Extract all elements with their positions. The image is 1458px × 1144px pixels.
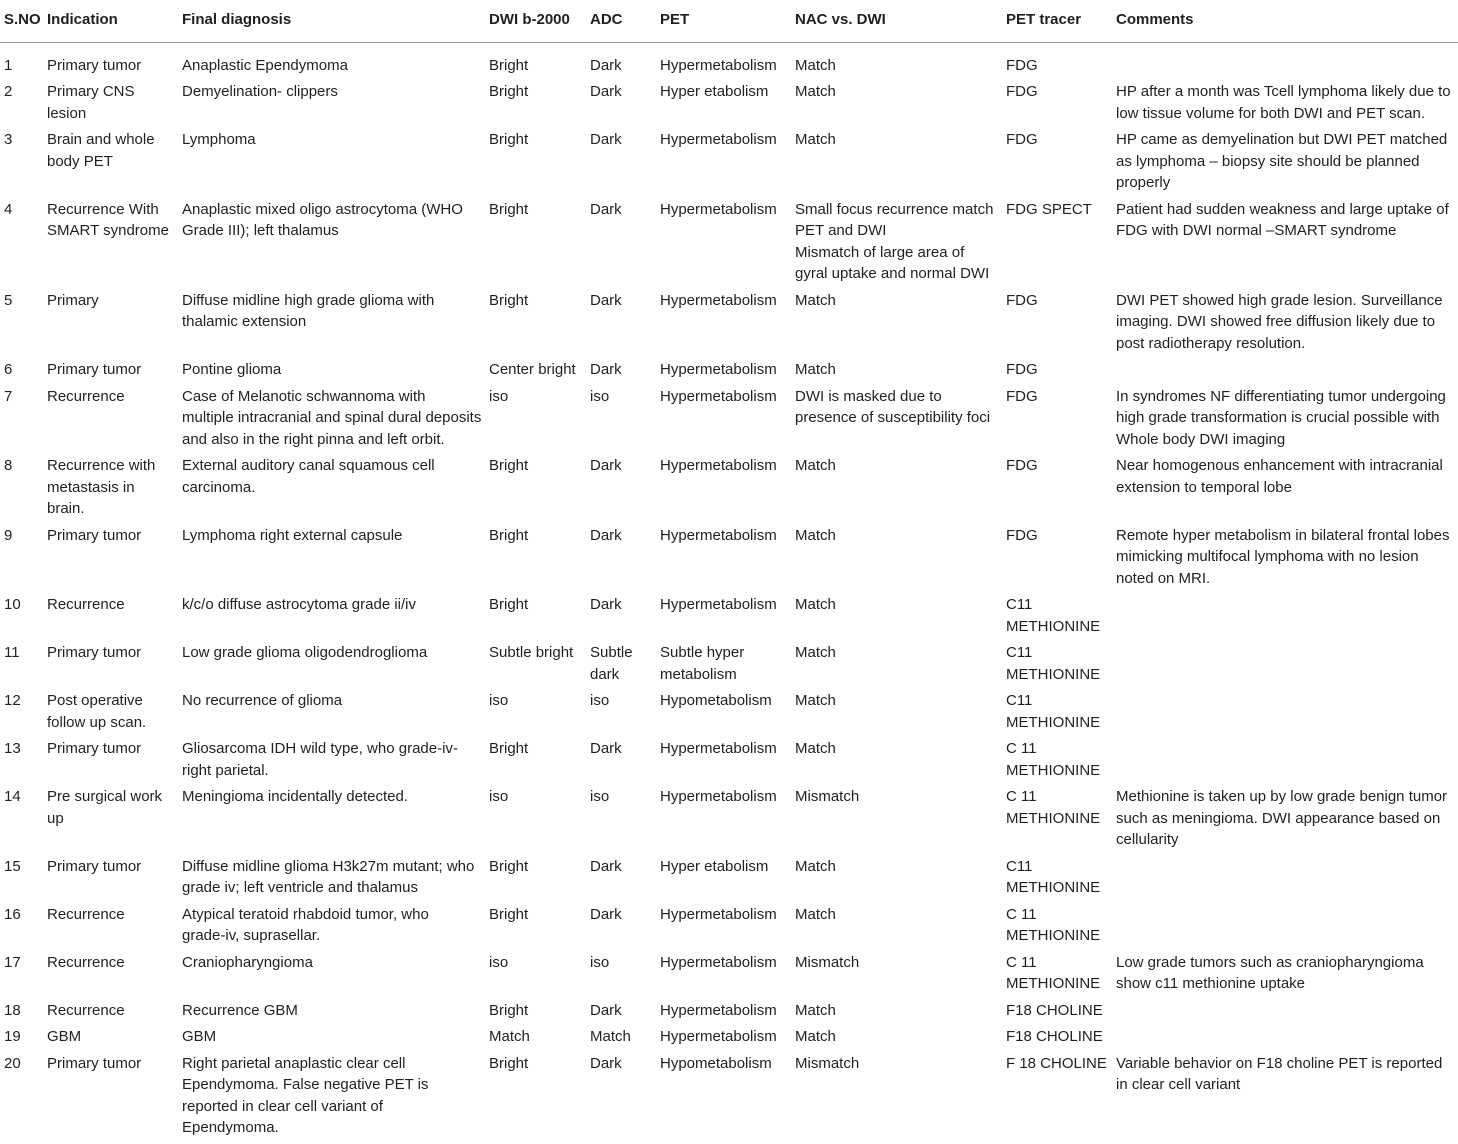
nac-vs-dwi-cell: Match (795, 131, 836, 148)
sno-cell: 17 (4, 953, 21, 971)
indication-cell: Pre surgical work up (47, 788, 163, 827)
comments-cell: DWI PET showed high grade lesion. Surveillance imaging. DWI showed free diffusion likely due to post radiotherapy resolution. (1116, 291, 1443, 352)
pet-tracer-cell: FDG SPECT (1006, 200, 1092, 218)
comments-cell: Near homogenous enhancement with intracranial extension to temporal lobe (1116, 457, 1443, 496)
adc-cell: Dark (590, 361, 622, 378)
adc-cell: iso (590, 953, 610, 971)
final-diagnosis-cell: Lymphoma (182, 131, 256, 148)
dwi-cell: Bright (489, 905, 529, 923)
adc-cell: iso (590, 692, 610, 709)
indication-cell: Primary tumor (47, 56, 142, 74)
sno-cell: 3 (4, 131, 13, 148)
table-row (0, 525, 1458, 595)
adc-cell: Dark (590, 1001, 622, 1019)
indication-cell: Primary tumor (47, 361, 142, 378)
table-row (0, 359, 1458, 386)
pet-cell: Hypermetabolism (660, 740, 777, 757)
table-row (0, 1026, 1458, 1053)
final-diagnosis-cell: Pontine glioma (182, 361, 282, 378)
nac-vs-dwi-cell: Match (795, 596, 836, 613)
sno-cell: 11 (4, 644, 20, 661)
adc-cell: Dark (590, 740, 622, 757)
adc-cell: Dark (590, 905, 622, 923)
comments-cell (1112, 690, 1458, 738)
table-row (0, 690, 1458, 738)
dwi-cell: iso (489, 953, 509, 971)
table-body (0, 42, 1458, 1144)
pet-cell: Hyper etabolism (660, 83, 769, 100)
comments-cell (1112, 42, 1458, 81)
sno-cell: 10 (4, 596, 21, 613)
final-diagnosis-cell: Demyelination- clippers (182, 83, 338, 100)
dwi-cell: Bright (489, 56, 529, 74)
table-row (0, 786, 1458, 856)
col-pet-header: PET (660, 11, 690, 28)
pet-tracer-cell: FDG (1006, 291, 1038, 309)
pet-cell: Hypometabolism (660, 1054, 772, 1072)
dwi-cell: Bright (489, 1001, 529, 1019)
pet-tracer-cell: C 11 METHIONINE (1006, 788, 1101, 827)
adc-cell: Dark (590, 596, 622, 613)
sno-cell: 6 (4, 361, 13, 378)
indication-cell: Primary tumor (47, 644, 142, 661)
pet-cell: Hypermetabolism (660, 56, 777, 74)
nac-vs-dwi-cell: Match (795, 291, 836, 309)
pet-cell: Hypermetabolism (660, 953, 777, 971)
adc-cell: Subtle dark (590, 644, 633, 683)
dwi-cell: Bright (489, 526, 529, 544)
nac-vs-dwi-cell: Match (795, 83, 836, 100)
sno-cell: 13 (4, 740, 21, 757)
col-dwi-header: DWI b-2000 (489, 11, 570, 28)
table-row (0, 81, 1458, 129)
sno-cell: 4 (4, 200, 13, 218)
pet-tracer-cell: F18 CHOLINE (1006, 1028, 1103, 1045)
dwi-cell: Bright (489, 200, 529, 218)
comments-cell: Low grade tumors such as craniopharyngioma show c11 methionine uptake (1116, 953, 1424, 992)
nac-vs-dwi-cell: Match (795, 457, 836, 474)
pet-cell: Hypermetabolism (660, 526, 777, 544)
pet-cell: Hypometabolism (660, 692, 772, 709)
col-comments-header: Comments (1116, 11, 1194, 28)
pet-cell: Hypermetabolism (660, 905, 777, 923)
final-diagnosis-cell: Case of Melanotic schwannoma with multiple intracranial and spinal dural deposits and also in the right pinna and left orbit. (182, 387, 482, 448)
comments-cell: In syndromes NF differentiating tumor undergoing high grade transformation is crucial possible with Whole body DWI imaging (1116, 387, 1446, 448)
comments-cell: Patient had sudden weakness and large uptake of FDG with DWI normal –SMART syndrome (1116, 200, 1449, 239)
pet-cell: Hypermetabolism (660, 387, 777, 405)
final-diagnosis-cell: Anaplastic mixed oligo astrocytoma (WHO Grade III); left thalamus (182, 200, 463, 239)
final-diagnosis-cell: No recurrence of glioma (182, 692, 343, 709)
indication-cell: Recurrence With SMART syndrome (47, 200, 169, 239)
comments-cell: Remote hyper metabolism in bilateral frontal lobes mimicking multifocal lymphoma with no lesion noted on MRI. (1116, 526, 1450, 587)
nac-vs-dwi-cell: Match (795, 740, 836, 757)
pet-cell: Hypermetabolism (660, 788, 777, 805)
sno-cell: 15 (4, 857, 21, 875)
nac-vs-dwi-cell: Small focus recurrence match PET and DWI Mismatch of large area of gyral uptake and normal DWI (795, 200, 994, 282)
comments-cell: Methionine is taken up by low grade benign tumor such as meningioma. DWI appearance based on cellularity (1116, 788, 1448, 848)
adc-cell: Dark (590, 83, 622, 100)
nac-vs-dwi-cell: Match (795, 56, 836, 74)
dwi-cell: Subtle bright (489, 644, 574, 661)
pet-tracer-cell: FDG (1006, 83, 1038, 100)
dwi-cell: Bright (489, 596, 529, 613)
final-diagnosis-cell: Craniopharyngioma (182, 953, 313, 971)
adc-cell: Dark (590, 291, 622, 309)
pet-tracer-cell: C11 METHIONINE (1006, 857, 1101, 896)
pet-cell: Hypermetabolism (660, 131, 777, 148)
table-row (0, 199, 1458, 290)
nac-vs-dwi-cell: Mismatch (795, 1054, 860, 1072)
table-row (0, 904, 1458, 952)
sno-cell: 7 (4, 387, 13, 405)
final-diagnosis-cell: Gliosarcoma IDH wild type, who grade-iv- right parietal. (182, 740, 458, 779)
pet-tracer-cell: C11 METHIONINE (1006, 596, 1101, 635)
comments-cell: HP after a month was Tcell lymphoma likely due to low tissue volume for both DWI and PET scan. (1116, 83, 1451, 122)
dwi-cell: iso (489, 387, 509, 405)
nac-vs-dwi-cell: Mismatch (795, 788, 860, 805)
table-row (0, 1053, 1458, 1144)
sno-cell: 8 (4, 457, 13, 474)
indication-cell: Recurrence (47, 387, 125, 405)
comments-cell (1112, 642, 1458, 690)
indication-cell: Primary tumor (47, 740, 142, 757)
adc-cell: Dark (590, 56, 622, 74)
final-diagnosis-cell: Low grade glioma oligodendroglioma (182, 644, 428, 661)
pet-tracer-cell: C11 METHIONINE (1006, 692, 1101, 731)
indication-cell: Primary tumor (47, 857, 142, 875)
table-row (0, 738, 1458, 786)
comments-cell (1112, 1026, 1458, 1053)
sno-cell: 9 (4, 526, 13, 544)
dwi-cell: Bright (489, 740, 529, 757)
nac-vs-dwi-cell: Match (795, 526, 836, 544)
pet-tracer-cell: C 11 METHIONINE (1006, 905, 1101, 944)
adc-cell: iso (590, 387, 610, 405)
table-row (0, 642, 1458, 690)
nac-vs-dwi-cell: Match (795, 1001, 836, 1019)
pet-tracer-cell: FDG (1006, 56, 1038, 74)
sno-cell: 5 (4, 291, 13, 309)
indication-cell: Primary tumor (47, 1054, 142, 1072)
pet-tracer-cell: FDG (1006, 526, 1038, 544)
indication-cell: Primary (47, 291, 99, 309)
indication-cell: Recurrence with metastasis in brain. (47, 457, 156, 517)
pet-cell: Hypermetabolism (660, 361, 777, 378)
table-row (0, 1000, 1458, 1027)
adc-cell: Dark (590, 1054, 622, 1072)
comments-cell (1112, 1000, 1458, 1027)
adc-cell: Dark (590, 526, 622, 544)
indication-cell: Post operative follow up scan. (47, 692, 147, 731)
comments-cell (1112, 904, 1458, 952)
indication-cell: Recurrence (47, 905, 125, 923)
pet-tracer-cell: FDG (1006, 457, 1038, 474)
table-row (0, 129, 1458, 199)
col-indication-header: Indication (47, 11, 118, 28)
indication-cell: Primary CNS lesion (47, 83, 135, 122)
pet-cell: Hypermetabolism (660, 1028, 777, 1045)
nac-vs-dwi-cell: Match (795, 361, 836, 378)
final-diagnosis-cell: k/c/o diffuse astrocytoma grade ii/iv (182, 596, 416, 613)
table-row (0, 290, 1458, 360)
pet-tracer-cell: FDG (1006, 387, 1038, 405)
table-row (0, 856, 1458, 904)
sno-cell: 2 (4, 83, 13, 100)
indication-cell: Recurrence (47, 953, 125, 971)
pet-cell: Hypermetabolism (660, 596, 777, 613)
col-adc-header: ADC (590, 11, 623, 28)
nac-vs-dwi-cell: Match (795, 692, 836, 709)
pet-cell: Subtle hyper metabolism (660, 644, 745, 683)
table-row (0, 386, 1458, 456)
col-final-diagnosis-header: Final diagnosis (182, 11, 292, 28)
table-row (0, 952, 1458, 1000)
nac-vs-dwi-cell: DWI is masked due to presence of susceptibility foci (795, 387, 991, 426)
final-diagnosis-cell: External auditory canal squamous cell carcinoma. (182, 457, 435, 496)
table-row (0, 42, 1458, 81)
table-row (0, 594, 1458, 642)
pet-tracer-cell: C 11 METHIONINE (1006, 740, 1101, 779)
nac-vs-dwi-cell: Match (795, 857, 836, 875)
pet-tracer-cell: F18 CHOLINE (1006, 1001, 1103, 1019)
col-sno-header: S.NO (4, 11, 41, 28)
pet-tracer-cell: F 18 CHOLINE (1006, 1054, 1107, 1072)
final-diagnosis-cell: Diffuse midline high grade glioma with thalamic extension (182, 291, 435, 330)
pet-cell: Hypermetabolism (660, 200, 777, 218)
sno-cell: 20 (4, 1054, 21, 1072)
comments-cell (1112, 594, 1458, 642)
dwi-cell: Match (489, 1028, 530, 1045)
comments-cell (1112, 359, 1458, 386)
nac-vs-dwi-cell: Mismatch (795, 953, 860, 971)
dwi-cell: Bright (489, 291, 529, 309)
pet-tracer-cell: C 11 METHIONINE (1006, 953, 1101, 992)
pet-cell: Hypermetabolism (660, 457, 777, 474)
final-diagnosis-cell: Atypical teratoid rhabdoid tumor, who grade-iv, suprasellar. (182, 905, 429, 944)
dwi-cell: Bright (489, 1054, 529, 1072)
dwi-cell: iso (489, 692, 509, 709)
sno-cell: 14 (4, 788, 21, 805)
dwi-cell: Bright (489, 83, 529, 100)
indication-cell: GBM (47, 1028, 82, 1045)
sno-cell: 19 (4, 1028, 21, 1045)
final-diagnosis-cell: Right parietal anaplastic clear cell Ependymoma. False negative PET is reported in clear cell variant of Ependymoma. (182, 1054, 429, 1136)
dwi-cell: Bright (489, 131, 529, 148)
adc-cell: Dark (590, 200, 622, 218)
sno-cell: 1 (4, 56, 13, 74)
pet-tracer-cell: FDG (1006, 131, 1038, 148)
table-header (0, 0, 1458, 42)
comments-cell: Variable behavior on F18 choline PET is reported in clear cell variant (1116, 1054, 1443, 1093)
nac-vs-dwi-cell: Match (795, 1028, 836, 1045)
final-diagnosis-cell: Recurrence GBM (182, 1001, 298, 1019)
adc-cell: Dark (590, 457, 622, 474)
dwi-cell: Bright (489, 457, 529, 474)
adc-cell: Dark (590, 131, 622, 148)
col-nac-vs-dwi-header: NAC vs. DWI (795, 11, 886, 28)
col-pet-tracer-header: PET tracer (1006, 11, 1082, 28)
final-diagnosis-cell: Lymphoma right external capsule (182, 526, 403, 544)
comments-cell: HP came as demyelination but DWI PET matched as lymphoma – biopsy site should be planned properly (1116, 131, 1448, 191)
header-row (0, 0, 1458, 42)
sno-cell: 16 (4, 905, 21, 923)
indication-cell: Brain and whole body PET (47, 131, 155, 170)
pet-cell: Hypermetabolism (660, 1001, 777, 1019)
final-diagnosis-cell: GBM (182, 1028, 217, 1045)
sno-cell: 18 (4, 1001, 21, 1019)
final-diagnosis-cell: Meningioma incidentally detected. (182, 788, 408, 805)
indication-cell: Recurrence (47, 596, 125, 613)
adc-cell: Dark (590, 857, 622, 875)
sno-cell: 12 (4, 692, 21, 709)
adc-cell: iso (590, 788, 610, 805)
pet-cell: Hypermetabolism (660, 291, 777, 309)
table-row (0, 455, 1458, 525)
indication-cell: Primary tumor (47, 526, 142, 544)
dwi-cell: Center bright (489, 361, 576, 378)
dwi-cell: iso (489, 788, 509, 805)
nac-vs-dwi-cell: Match (795, 644, 836, 661)
indication-cell: Recurrence (47, 1001, 125, 1019)
comments-cell (1112, 856, 1458, 904)
dwi-cell: Bright (489, 857, 529, 875)
final-diagnosis-cell: Diffuse midline glioma H3k27m mutant; who grade iv; left ventricle and thalamus (182, 857, 475, 896)
pet-tracer-cell: C11 METHIONINE (1006, 644, 1101, 683)
nac-vs-dwi-cell: Match (795, 905, 836, 923)
comments-cell (1112, 738, 1458, 786)
pet-cell: Hyper etabolism (660, 857, 769, 875)
adc-cell: Match (590, 1028, 631, 1045)
final-diagnosis-cell: Anaplastic Ependymoma (182, 56, 348, 74)
pet-tracer-cell: FDG (1006, 361, 1038, 378)
